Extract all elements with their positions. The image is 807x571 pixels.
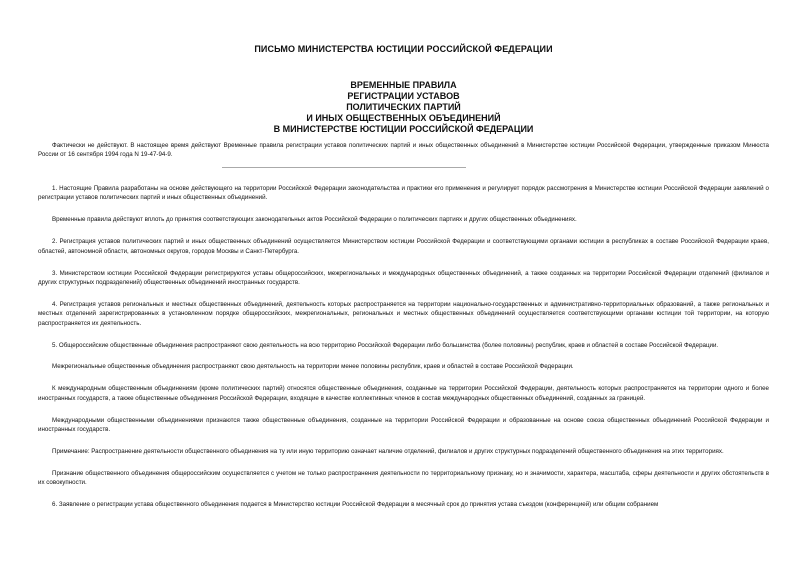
paragraph: Международными общественными объединениями признаются также общественные объединения, созданные на территории Российской Федерации и образованные на основе союза общественных объединений Российской Федерации и иностранных государств. [38,416,769,434]
paragraph: 6. Заявление о регистрации устава общественного объединения подается в Министерство юстиции Российской Федерации в месячный срок до принятия устава съездом (конференцией) или общим собранием [52,501,659,509]
letter-title: ПИСЬМО МИНИСТЕРСТВА ЮСТИЦИИ РОССИЙСКОЙ ФЕДЕРАЦИИ [254,44,553,54]
status-note: Фактически не действуют. В настоящее время действуют Временные правила регистрации уставов политических партий и иных общественных объединений в Министерстве юстиции Российской Федерации, утвержденные приказом Минюста России от 16 сентября 1994 года N 19-47-94-9. [38,142,769,159]
document-body [38,184,769,522]
paragraph: Временные правила действуют вплоть до принятия соответствующих законодательных актов Российской Федерации о политических партиях и других общественных объединениях. [52,216,577,224]
paragraph: Примечание: Распространение деятельности общественного объединения на ту или иную территорию означает наличие отделений, филиалов и других структурных подразделений общественного объединения на этих территориях. [52,448,724,455]
paragraph: К международным общественным объединениям (кроме политических партий) относятся общественные объединения, созданные на территории Российской Федерации, деятельность которых распространяется на территории одного и более иностранных государств, а также общественные объединения Российской Федерации, входящие в качестве коллективных членов в состав международных общественных объединений, созданных за границей. [38,385,769,402]
rules-title [0,80,807,135]
paragraph: Межрегиональные общественные объединения распространяют свою деятельность на территории менее половины республик, краев и областей в составе Российской Федерации. [52,363,574,371]
divider [222,167,466,168]
rules-title-line: И ИНЫХ ОБЩЕСТВЕННЫХ ОБЪЕДИНЕНИЙ [306,113,501,123]
paragraph: 3. Министерством юстиции Российской Федерации регистрируются уставы общероссийских, межрегиональных и международных общественных объединений, а также созданных на территории Российской Федерации отделений (филиалов и других структурных подразделений) общественных объединений иностранных государств. [38,269,769,286]
paragraph: Признание общественного объединения общероссийским осуществляется с учетом не только распространения деятельности по территориальному признаку, но и значимости, характера, масштаба, сферы деятельности и других обстоятельств в их совокупности. [38,469,769,487]
paragraph: 5. Общероссийские общественные объединения распространяют свою деятельность на всю территорию Российской Федерации либо большинства (более половины) республик, краев и областей в составе Российской Федерации. [52,341,719,349]
rules-title-line: РЕГИСТРАЦИИ УСТАВОВ [347,91,460,101]
rules-title-line: ПОЛИТИЧЕСКИХ ПАРТИЙ [346,102,461,112]
rules-title-line: В МИНИСТЕРСТВЕ ЮСТИЦИИ РОССИЙСКОЙ ФЕДЕРАЦИИ [273,124,534,134]
rules-title-line: ВРЕМЕННЫЕ ПРАВИЛА [350,80,457,90]
paragraph: 2. Регистрация уставов политических партий и иных общественных объединений осуществляется Министерством юстиции Российской Федерации и соответствующими органами юстиции в республиках в составе Российской Федерации краев, областей, автономной области, автономных округов, городов Москвы и Санкт-Петербурга. [38,238,769,255]
paragraph: 4. Регистрация уставов региональных и местных общественных объединений, деятельность которых распространяется на территории национально-государственных и административно-территориальных образований, а также региональных и местных отделений зарегистрированных в установленном порядке общероссийских, межрегиональных, региональных и местных общественных объединений осуществляется соответствующими органами юстиции той территории, на которую распространяется их деятельность. [38,300,769,327]
paragraph: 1. Настоящие Правила разработаны на основе действующего на территории Российской Федерации законодательства и практики его применения и регулирует порядок рассмотрения в Министерстве юстиции Российской Федерации заявлений о регистрации уставов политических партий и иных общественных объединений. [38,185,769,202]
